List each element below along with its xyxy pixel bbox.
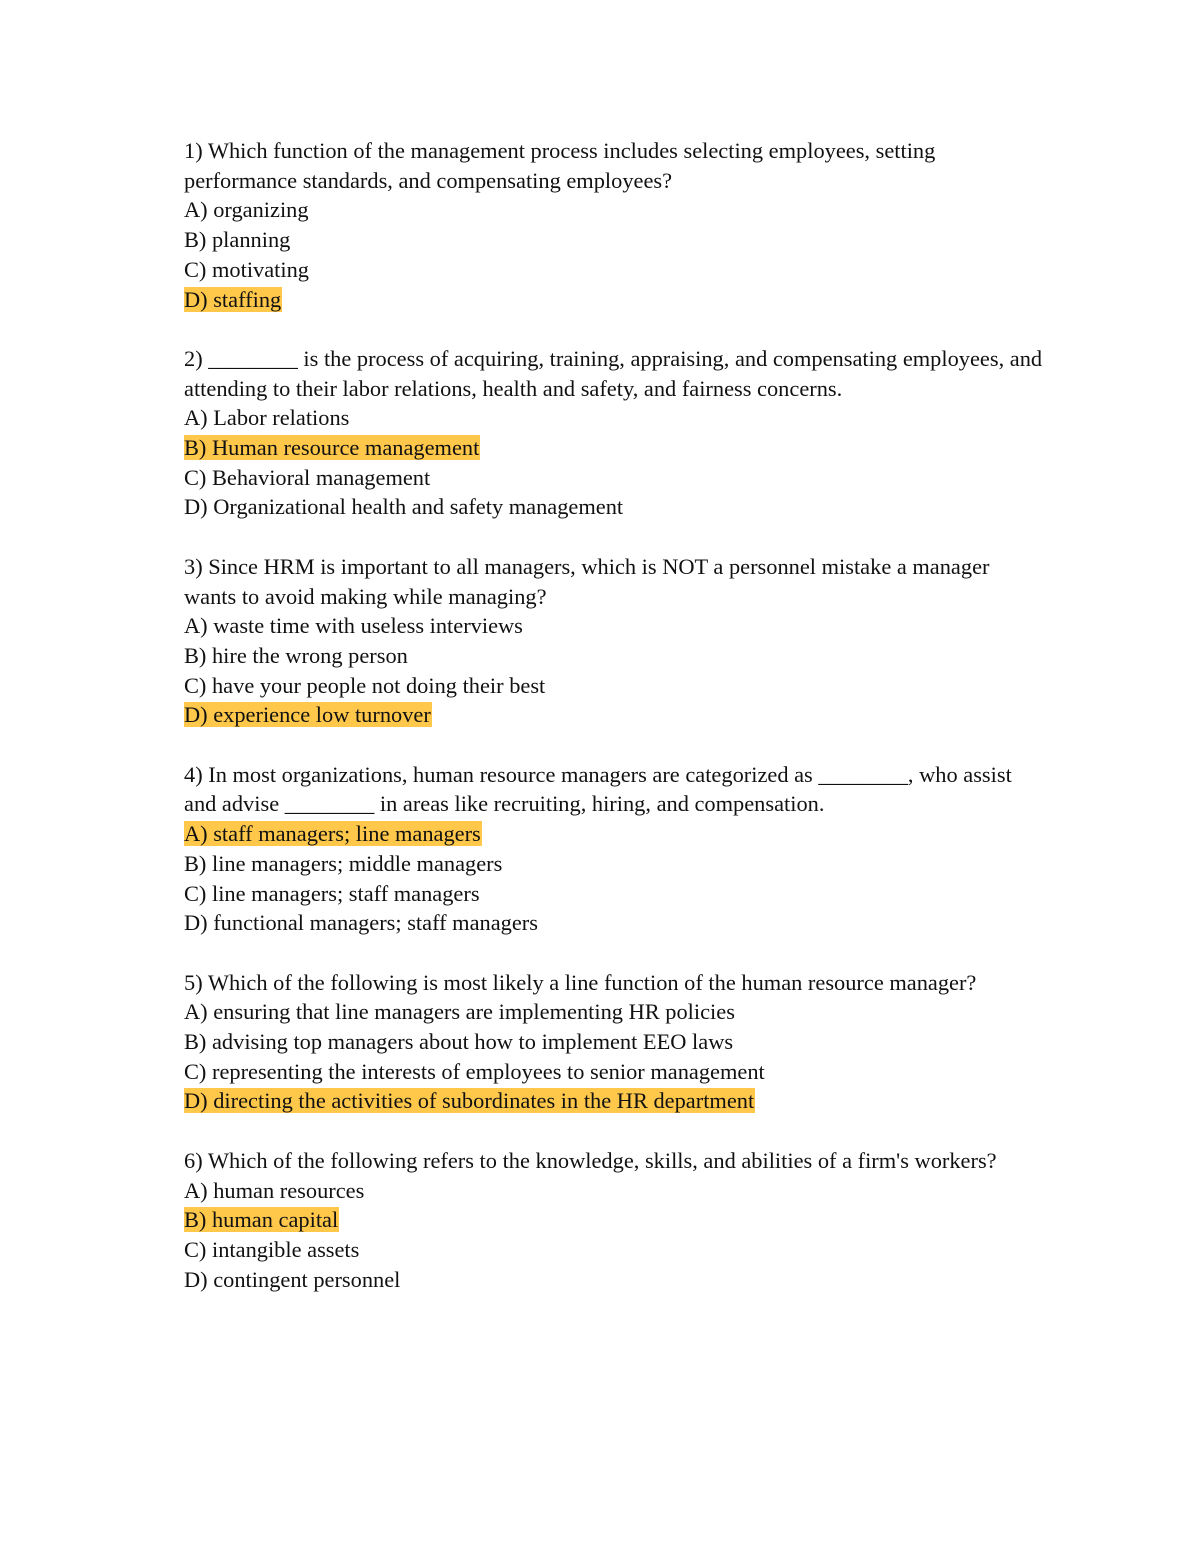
answer-option-text: B) line managers; middle managers bbox=[184, 850, 503, 876]
answer-option-correct bbox=[184, 700, 1044, 730]
answer-option-text: C) line managers; staff managers bbox=[184, 880, 480, 906]
answer-option-text: C) representing the interests of employees to senior management bbox=[184, 1058, 765, 1084]
answer-option bbox=[184, 879, 1044, 909]
question-1 bbox=[184, 136, 1044, 314]
question-stem: 2) ________ is the process of acquiring, training, appraising, and compensating employees, and attending to their labor relations, health and safety, and fairness concerns. bbox=[184, 345, 1043, 401]
answer-option bbox=[184, 255, 1044, 285]
answer-option-text: B) human capital bbox=[184, 1207, 339, 1233]
answer-option-text: B) Human resource management bbox=[184, 435, 480, 461]
answer-option bbox=[184, 492, 1044, 522]
answer-option bbox=[184, 849, 1044, 879]
answer-option bbox=[184, 403, 1044, 433]
answer-option-text: A) human resources bbox=[184, 1177, 365, 1203]
document-page bbox=[184, 136, 1044, 1324]
answer-option-correct bbox=[184, 1205, 1044, 1235]
answer-option bbox=[184, 463, 1044, 493]
question-stem: 3) Since HRM is important to all managers, which is NOT a personnel mistake a manager wants to avoid making while managing? bbox=[184, 553, 990, 609]
question-stem: 4) In most organizations, human resource managers are categorized as ________, who assist and advise ________ in areas like recruiting, hiring, and compensation. bbox=[184, 761, 1012, 817]
question-4 bbox=[184, 760, 1044, 938]
answer-option bbox=[184, 195, 1044, 225]
question-2 bbox=[184, 344, 1044, 522]
question-stem: 1) Which function of the management process includes selecting employees, setting performance standards, and compensating employees? bbox=[184, 138, 936, 193]
answer-option-text: D) directing the activities of subordinates in the HR department bbox=[184, 1088, 755, 1114]
question-stem: 5) Which of the following is most likely a line function of the human resource manager? bbox=[184, 969, 977, 995]
answer-option bbox=[184, 1235, 1044, 1265]
answer-option bbox=[184, 611, 1044, 641]
answer-option-text: A) waste time with useless interviews bbox=[184, 613, 523, 639]
answer-option bbox=[184, 641, 1044, 671]
question-6 bbox=[184, 1146, 1044, 1295]
answer-option-text: D) staffing bbox=[184, 286, 282, 312]
answer-option-text: B) advising top managers about how to implement EEO laws bbox=[184, 1029, 734, 1055]
answer-option-text: C) Behavioral management bbox=[184, 464, 431, 490]
answer-option-text: C) have your people not doing their best bbox=[184, 672, 546, 698]
answer-option-correct bbox=[184, 433, 1044, 463]
answer-option bbox=[184, 1176, 1044, 1206]
answer-option-text: A) ensuring that line managers are implementing HR policies bbox=[184, 999, 735, 1025]
question-5 bbox=[184, 968, 1044, 1117]
answer-option-text: A) organizing bbox=[184, 197, 309, 223]
answer-option-text: D) contingent personnel bbox=[184, 1266, 401, 1292]
answer-option bbox=[184, 671, 1044, 701]
answer-option bbox=[184, 1265, 1044, 1295]
answer-option-text: D) experience low turnover bbox=[184, 702, 431, 728]
answer-option-text: C) motivating bbox=[184, 256, 310, 282]
answer-option bbox=[184, 225, 1044, 255]
question-stem: 6) Which of the following refers to the knowledge, skills, and abilities of a firm's workers? bbox=[184, 1147, 997, 1173]
answer-option-text: D) Organizational health and safety management bbox=[184, 494, 624, 520]
answer-option-text: B) planning bbox=[184, 227, 291, 253]
answer-option bbox=[184, 908, 1044, 938]
answer-option bbox=[184, 1027, 1044, 1057]
question-3 bbox=[184, 552, 1044, 730]
answer-option-text: D) functional managers; staff managers bbox=[184, 910, 538, 936]
answer-option-correct bbox=[184, 1086, 1044, 1116]
answer-option-text: B) hire the wrong person bbox=[184, 642, 408, 668]
answer-option bbox=[184, 997, 1044, 1027]
answer-option-text: C) intangible assets bbox=[184, 1236, 360, 1262]
answer-option-correct bbox=[184, 819, 1044, 849]
answer-option-text: A) Labor relations bbox=[184, 405, 350, 431]
answer-option-correct bbox=[184, 285, 1044, 315]
answer-option bbox=[184, 1057, 1044, 1087]
answer-option-text: A) staff managers; line managers bbox=[184, 821, 481, 847]
